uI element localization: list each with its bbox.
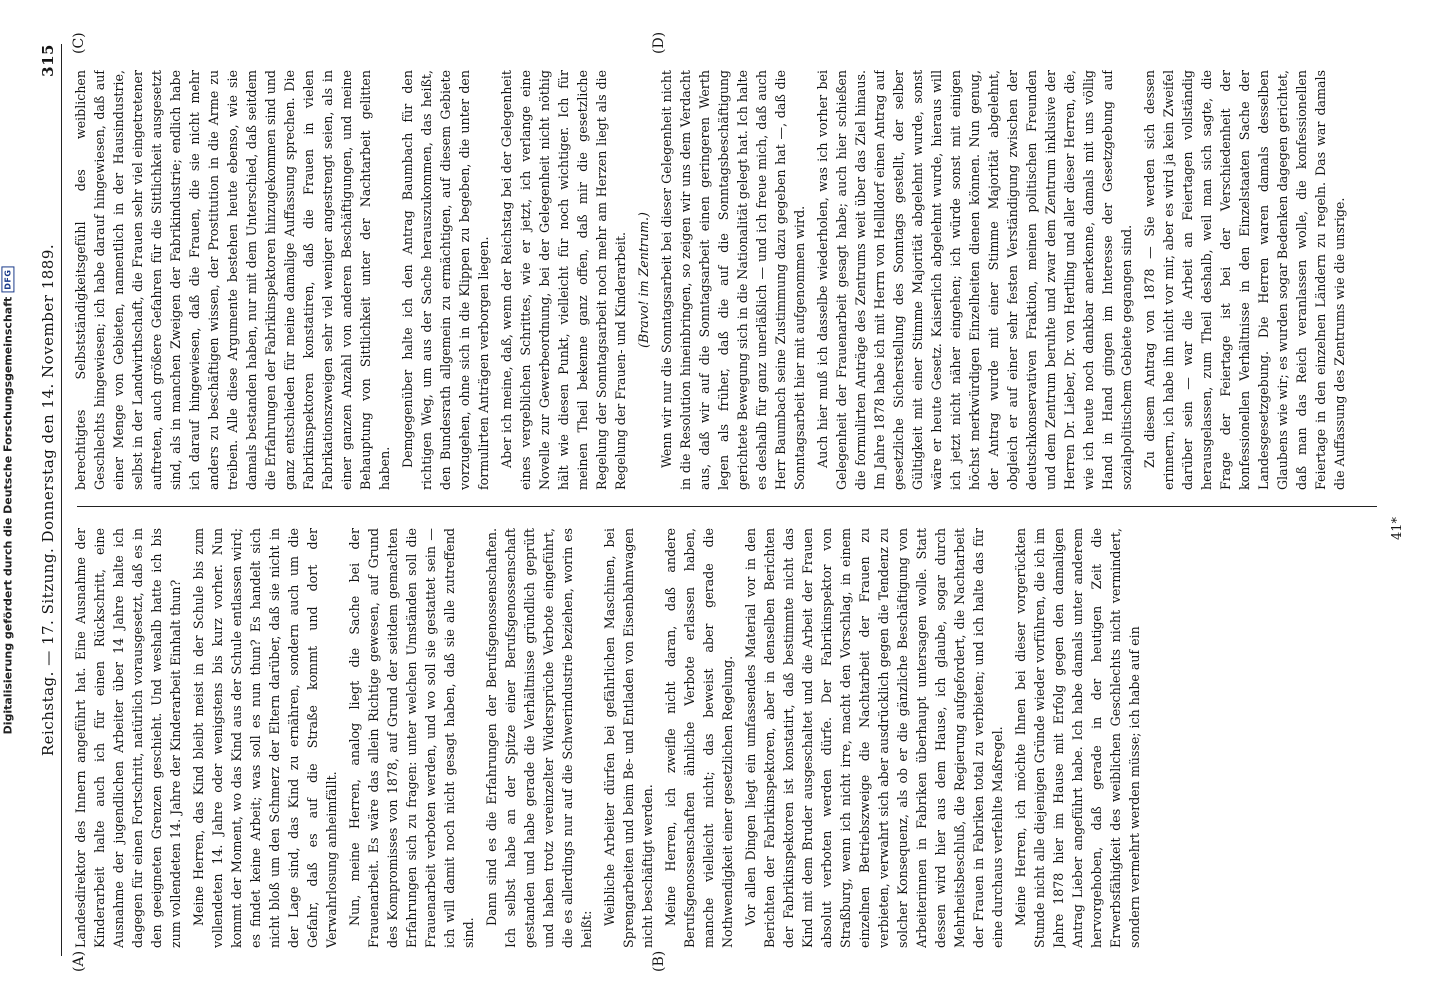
- signature-mark: 41*: [1390, 516, 1405, 540]
- margin-marker-d: (D): [651, 31, 667, 54]
- paragraph: Meine Herren, ich zweifle nicht daran, daß andere Berufsgenossenschaften ähnliche Verbote erlassen haben, manche vielleicht nicht; das beweist aber gerade die Nothwendigkeit einer gesetzlichen Regelung.: [663, 528, 735, 948]
- document-page: [21, 20, 1411, 980]
- column-divider: [77, 506, 1377, 507]
- paragraph: Vor allen Dingen liegt ein umfassendes Material vor in den Berichten der Fabrikinspektoren, aber in denselben Berichten der Fabrikinspektoren ist konstatirt, daß bestimmte nicht das Kind mit dem Bruder ausgeschaltet und die Arbeit der Frauen absolut verboten werden dürfe. Der Fabrikinspektor von Straßburg, wenn ich nicht irre, macht den Vorschlag, in einem einzelnen Betriebszweige die Nachtarbeit der Frauen zu verbieten, verwahrt sich aber ausdrücklich gegen die Tendenz zu solcher Konsequenz, als ob er die gänzliche Beschäftigung von Arbeiterinnen in Fabriken überhaupt untersagen wolle. Statt dessen wird hier aus dem Hause, ich glaube, sogar durch Mehrheitsbeschluß, die Regierung aufgefordert, die Nachtarbeit der Frauen in Fabriken total zu verbieten; und ich halte das für eine durchaus verfehlte Maßregel.: [743, 528, 1005, 948]
- digitization-credit: [0, 0, 16, 1000]
- paragraph: Landesdirektor des Innern angeführt hat. Eine Ausnahme der Kinderarbeit halte auch ich für einen Rückschritt, eine Ausnahme der jugendlichen Arbeiter über 14 Jahre halte ich dagegen für einen Fortschritt, natürlich vorausgesetzt, daß es in den geeigneten Grenzen geschieht. Und weshalb hatte ich bis zum vollendeten 14. Jahre der Kinderarbeit Einhalt thun?: [73, 528, 183, 948]
- right-column: [71, 70, 1387, 490]
- credit-text: Digitalisierung gefördert durch die Deutsche Forschungsgemeinschaft: [1, 296, 15, 734]
- quoted-paragraph: Weibliche Arbeiter dürfen bei gefährlichen Maschinen, bei Sprengarbeiten und beim Be- und Entladen von Eisenbahnwagen nicht beschäftigt werden.: [602, 528, 655, 948]
- page-header: [35, 44, 62, 956]
- page-header-title: Reichstag. — 17. Sitzung. Donnerstag den 14. November 1889.: [39, 243, 57, 757]
- paragraph: Demgegenüber halte ich den Antrag Baumbach für den richtigen Weg, um aus der Sache herauszukommen, das heißt, den Bundesrath allgemein zu ermächtigen, auf diesem Gebiete vorzugehen, ohne sich in die Klippen zu begeben, die unter den formulirten Anträgen verborgen liegen.: [400, 70, 491, 490]
- page-number: 315: [39, 44, 57, 77]
- paragraph: Aber ich meine, daß, wenn der Reichstag bei der Gelegenheit eines vergeblichen Schrittes, wie er jetzt, ich verlange eine Novelle zur Gewerbeordnung, bei der Gelegenheit nicht nöthig hält wie diesen Punkt, vielleicht für noch wichtiger. Ich für meinen Theil bekenne ganz offen, daß mir die gesetzliche Regelung der Sonntagsarbeit noch mehr am Herzen liegt als die Regelung der Frauen- und Kinderarbeit.: [499, 70, 628, 490]
- paragraph: Meine Herren, ich möchte Ihnen bei dieser vorgerückten Stunde nicht alle diejenigen Gründe wieder vorführen, die ich im Jahre 1878 hier im Hause mit Erfolg gegen den damaligen Antrag Lieber angeführt habe. Ich habe damals unter anderem hervorgehoben, daß gerade in der heutigen Zeit die Erwerbsfähigkeit des weiblichen Geschlechts nicht vermindert, sondern vermehrt werden müsse; ich habe auf ein: [1013, 528, 1142, 948]
- margin-marker-a: (A): [71, 950, 87, 972]
- dfg-logo-icon: DFG: [2, 266, 15, 292]
- paragraph: Nun, meine Herren, analog liegt die Sache bei der Frauenarbeit. Es wäre das allein Richtige gewesen, auf Grund des Kompromisses von 1878, auf Grund der seitdem gemachten Erfahrungen sich zu fragen: unter welchen Umständen soll die Frauenarbeit verboten werden, und wo soll sie gestattet sein — ich will damit noch nicht gesagt haben, daß sie alle zutreffend sind.: [347, 528, 476, 948]
- margin-marker-b: (B): [651, 950, 667, 972]
- paragraph: Zu diesem Antrag von 1878 — Sie werden sich dessen erinnern, ich habe ihn nicht vor mir, aber es wird ja kein Zweifel darüber sein — war die Arbeit an Feiertagen vollständig herausgelassen, zum Theil deshalb, weil man sich sagte, die Frage der Feiertage ist bei der Verschiedenheit der konfessionellen Verhältnisse in den Einzelstaaten Sache der Landesgesetzgebung. Die Herren waren damals desselben Glaubens wie wir; es wurden sogar Bedenken dagegen gerichtet, daß man das Reich veranlassen wolle, die konfessionellen Feiertage in den einzelnen Ländern zu regeln. Das war damals die Auffassung des Zentrums wie die unsrige.: [1142, 70, 1347, 490]
- margin-marker-c: (C): [71, 32, 87, 54]
- paragraph: berechtigtes Selbstständigkeitsgefühl des weiblichen Geschlechts hingewiesen; ich habe darauf hingewiesen, daß auf einer Menge von Gebieten, namentlich in der Hausindustrie, selbst in der Landwirthschaft, die Frauen sehr viel eingetretener auftreten, auch größere Gefahren für die Sittlichkeit ausgesetzt sind, als in manchen Zweigen der Fabrikindustrie; endlich habe ich darauf hingewiesen, daß die Frauen, die sie nicht mehr anders zu beschäftigen wissen, der Prostitution in die Arme zu treiben. Alle diese Argumente bestehen heute ebenso, wie sie damals bestanden haben, nur mit dem Unterschied, daß seitdem die Erfahrungen der Fabrikinspektoren hinzugekommen sind und ganz entschieden für meine damalige Auffassung sprechen. Die Fabrikinspektoren konstatiren, daß die Frauen in vielen Fabrikationszweigen sehr viel weniger angestrengt seien, als in einer ganzen Anzahl von anderen Beschäftigungen, und meine Behauptung von Sittlichkeit unter der Nachtarbeit gelitten haben.: [73, 70, 392, 490]
- paragraph: Meine Herren, das Kind bleibt meist in der Schule bis zum vollendeten 14. Jahre oder wenigstens bis kurz vorher. Nun kommt der Moment, wo das Kind aus der Schule entlassen wird; es findet keine Arbeit; was soll es nun thun? Es handelt sich nicht bloß um den Schmerz der Eltern darüber, daß sie nicht in der Lage sind, das Kind zu ernähren, sondern auch um die Gefahr, daß es auf die Straße kommt und dort der Verwahrlosung anheimfällt.: [191, 528, 339, 948]
- left-column: [71, 528, 1387, 948]
- applause-note: (Bravo! im Zentrum.): [636, 212, 651, 348]
- paragraph: Auch hier muß ich dasselbe wiederholen, was ich vorher bei Gelegenheit der Frauenarbeit gesagt habe; auch hier schießen die formulirten Anträge des Zentrums weit über das Ziel hinaus. Im Jahre 1878 habe ich mit Herrn von Hellldorf einen Antrag auf gesetzliche Sicherstellung des Sonntags gestellt, der selber Gültigkeit mit einer Stimme Majorität abgelehnt wurde, sonst wäre er heute Gesetz. Kaiserlich abgelehnt wurde, hieraus will ich jetzt nicht näher eingehen; ich würde sonst mit einigen höchst merkwürdigen Einzelheiten dienen können. Nun genug, der Antrag wurde mit einer Stimme Majorität abgelehnt, obgleich er auf einer sehr festen Verständigung zwischen der deutschkonservativen Fraktion, meinen politischen Freunden und dem Zentrum beruhte und zwar dem Zentrum inklusive der Herren Dr. Lieber, Dr. von Hertling und aller dieser Herren, die, wie ich heute noch dankbar anerkenne, damals mit uns völlig Hand in Hand gingen im Interesse der Gesetzgebung auf sozialpolitischem Gebiete gegangen sind.: [815, 70, 1134, 490]
- paragraph: Dann sind es die Erfahrungen der Berufsgenossenschaften. Ich selbst habe an der Spitze einer Berufsgenossenschaft gestanden und habe gerade die Verhältnisse gründlich geprüft und haben trotz vereinzelter Widersprüche Verbote eingeführt, die es allerdings nur auf die Schwerindustrie beziehen, worin es heißt:: [484, 528, 594, 948]
- paragraph: Wenn wir nur die Sonntagsarbeit bei dieser Gelegenheit nicht in die Resolution hineinbringen, so zeigen wir uns dem Verdacht aus, daß wir auf die Sonntagsarbeit einen geringeren Werth legen als früher, daß die auf die Sonntagsbeschäftigung gerichtete Bewegung sich in die Nationalität gelegt hat. Ich halte es deshalb für ganz unerläßlich — und ich freue mich, daß auch Herr Baumbach seine Zustimmung dazu gegeben hat —, daß die Sonntagsarbeit hier mit aufgenommen wird.: [659, 70, 807, 490]
